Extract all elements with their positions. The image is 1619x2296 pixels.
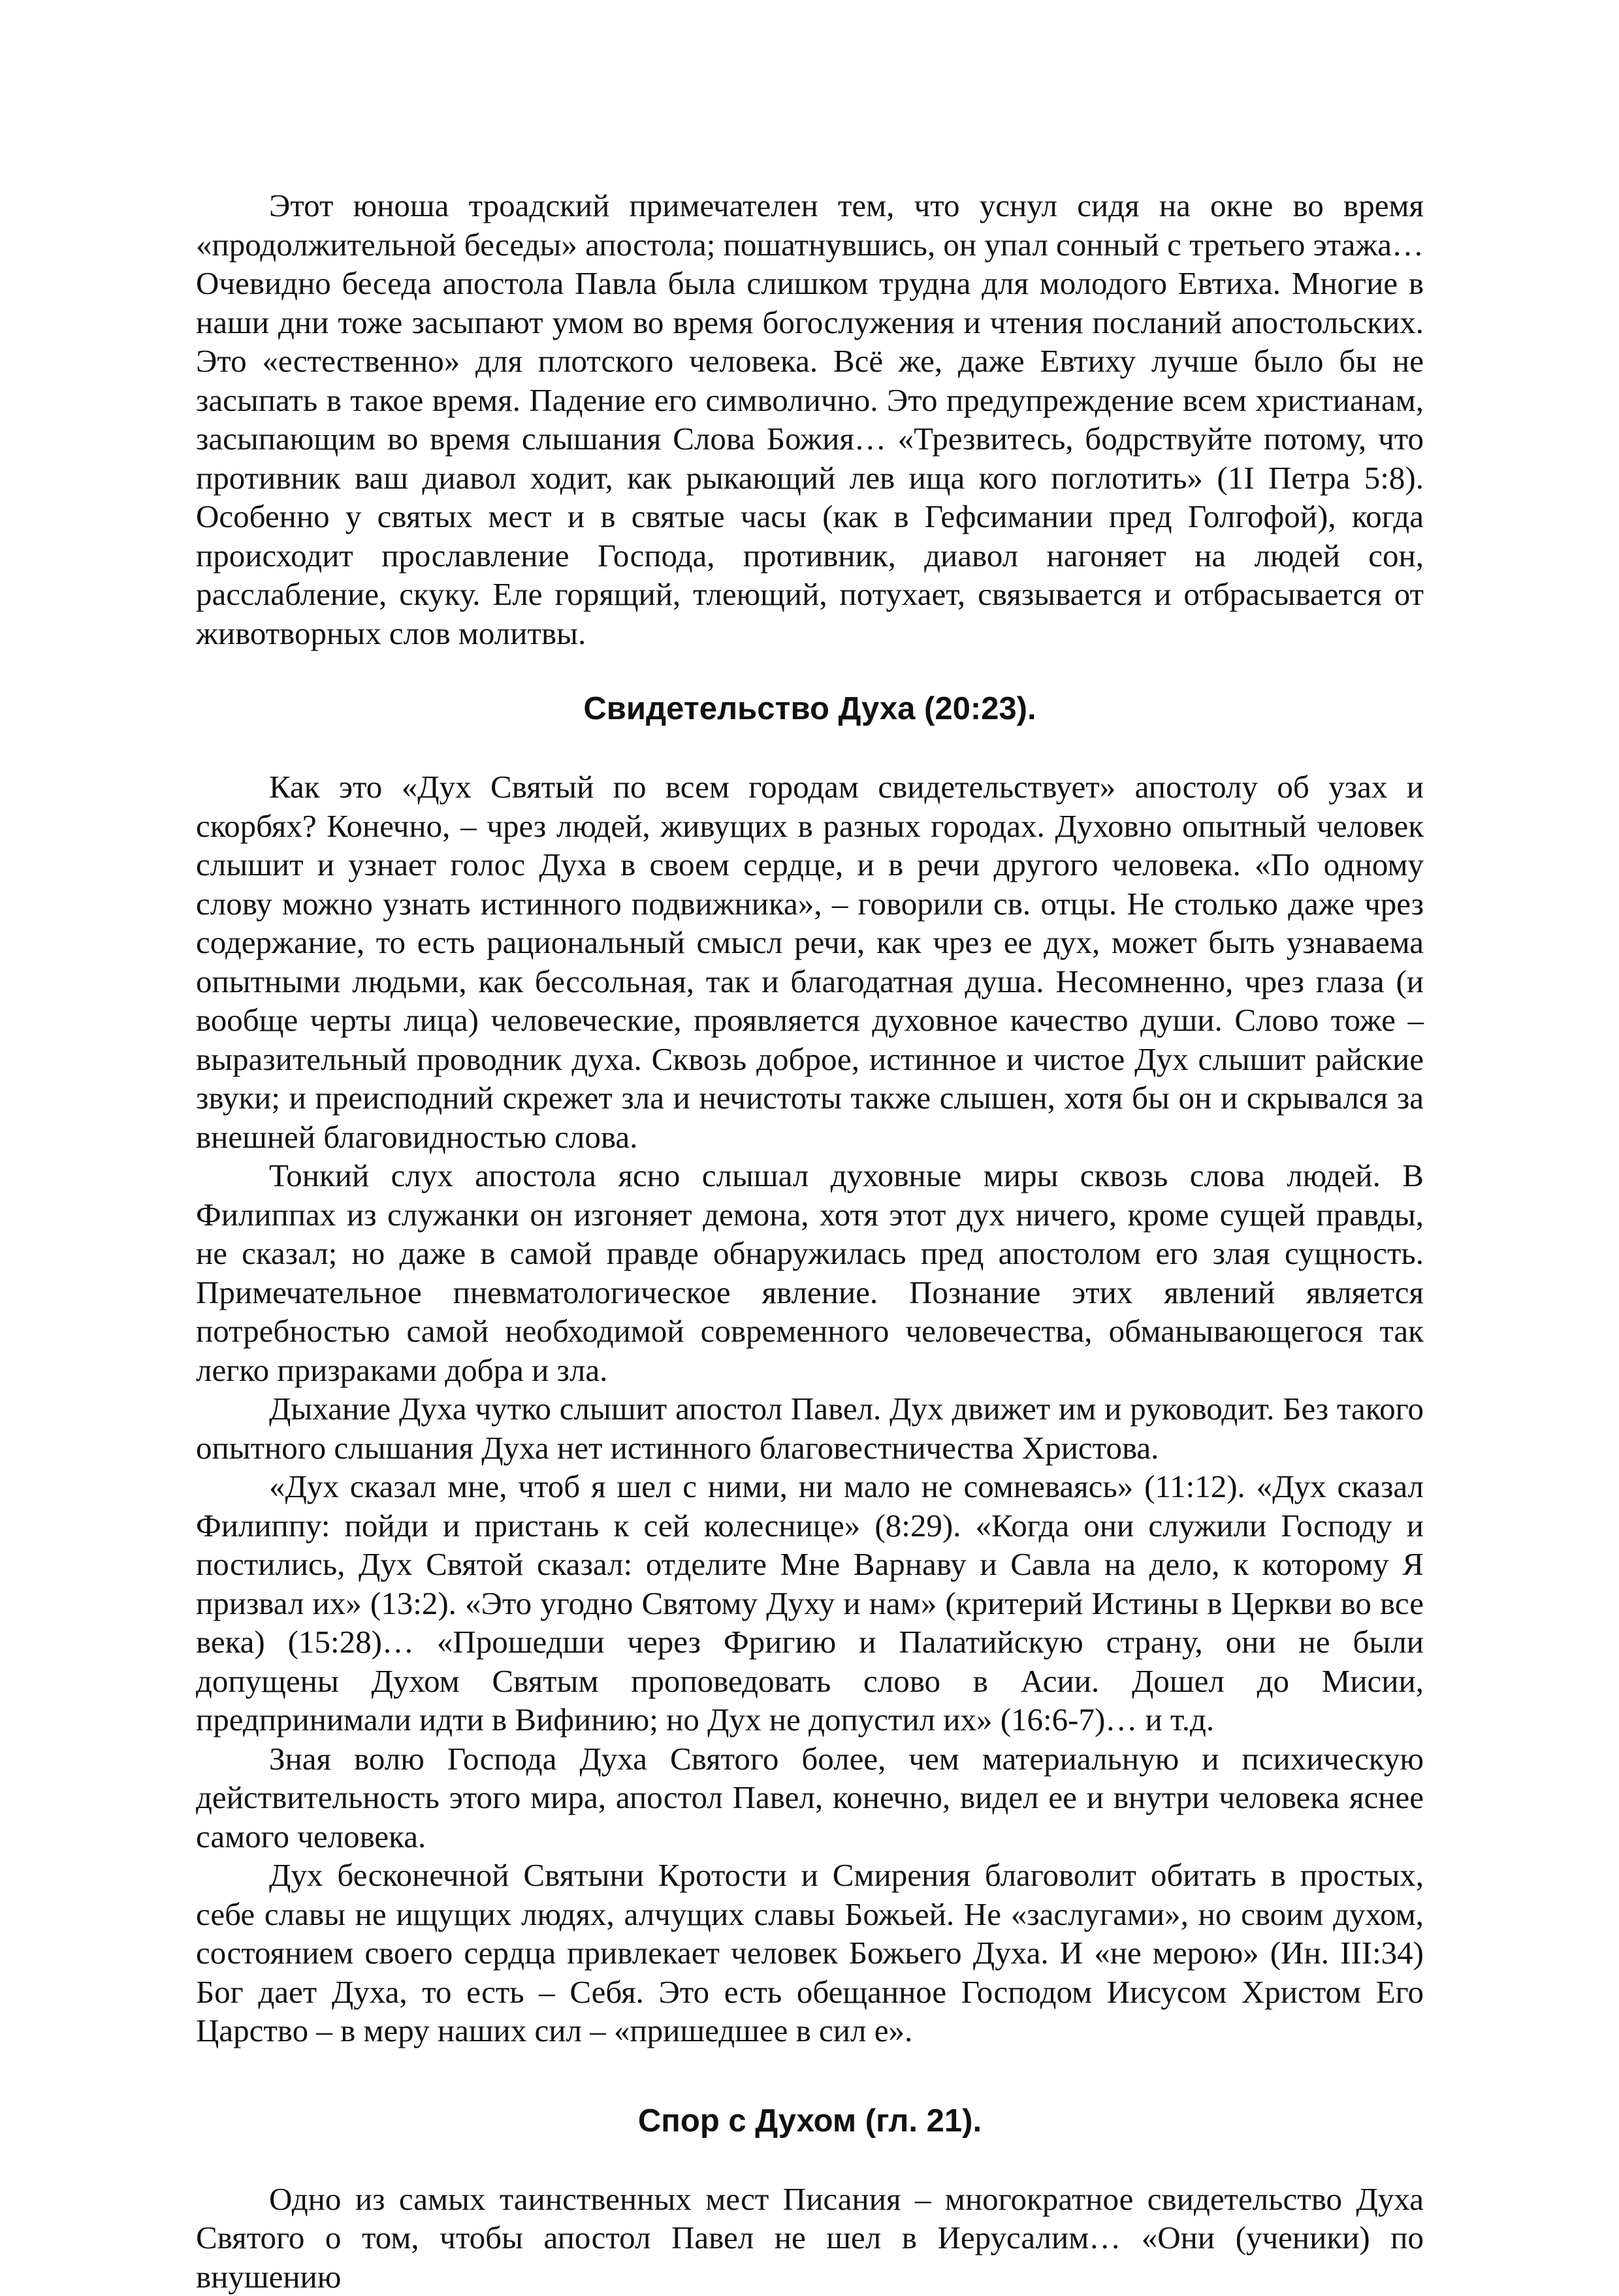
paragraph-subtle-hearing: Тонкий слух апостола ясно слышал духовные миры сквозь слова людей. В Филиппах из служанки он изгоняет демона, хотя этот дух ничего, кроме сущей правды, не сказал; но даже в самой правде обнаружилась пред апостолом его злая сущность. Примечательное пневматологическое явление. Познание этих явлений является потребностью самой необходимой современного человечества, обманывающегося так легко призраками добра и зла. <box>196 1156 1424 1389</box>
paragraph-knowing-will: Зная волю Господа Духа Святого более, чем материальную и психическую действительность этого мира, апостол Павел, конечно, видел ее и внутри человека яснее самого человека. <box>196 1739 1424 1856</box>
section-heading-witness-of-spirit: Свидетельство Духа (20:23). <box>196 689 1424 728</box>
paragraph-eutychus: Этот юноша троадский примечателен тем, что уснул сидя на окне во время «продолжительной беседы» апостола; пошатнувшись, он упал сонный с третьего этажа… Очевидно беседа апостола Павла была слишком трудна для молодого Евтиха. Многие в наши дни тоже засыпают умом во время богослужения и чтения посланий апостольских. Это «естественно» для плотского человека. Всё же, даже Евтиху лучше было бы не засыпать в такое время. Падение его символично. Это предупреждение всем христианам, засыпающим во время слышания Слова Божия… «Трезвитесь, бодрствуйте потому, что противник ваш диавол ходит, как рыкающий лев ища кого поглотить» (1I Петра 5:8). Особенно у святых мест и в святые часы (как в Гефсимании пред Голгофой), когда происходит прославление Господа, противник, диавол нагоняет на людей сон, расслабление, скуку. Еле горящий, тлеющий, потухает, связывается и отбрасывается от животворных слов молитвы. <box>196 186 1424 653</box>
paragraph-breath-of-spirit: Дыхание Духа чутко слышит апостол Павел. Дух движет им и руководит. Без такого опытного слышания Духа нет истинного благовестничества Христова. <box>196 1389 1424 1467</box>
document-page <box>196 186 1424 2296</box>
paragraph-scripture-quotes: «Дух сказал мне, чтоб я шел с ними, ни мало не сомневаясь» (11:12). «Дух сказал Филиппу: пойди и пристань к сей колеснице» (8:29). «Когда они служили Господу и постились, Дух Святой сказал: отделите Мне Варнаву и Савла на дело, к которому Я призвал их» (13:2). «Это угодно Святому Духу и нам» (критерий Истины в Церкви во все века) (15:28)… «Прошедши через Фригию и Палатийскую страну, они не были допущены Духом Святым проповедовать слово в Асии. Дошел до Мисии, предпринимали идти в Вифинию; но Дух не допустил их» (16:6-7)… и т.д. <box>196 1467 1424 1739</box>
paragraph-mysterious-place: Одно из самых таинственных мест Писания – многократное свидетельство Духа Святого о том, чтобы апостол Павел не шел в Иерусалим… «Они (ученики) по внушению <box>196 2180 1424 2296</box>
section-heading-dispute-with-spirit: Спор с Духом (гл. 21). <box>196 2101 1424 2141</box>
paragraph-spirit-testifies: Как это «Дух Святый по всем городам свидетельствует» апостолу об узах и скорбях? Конечно, – чрез людей, живущих в разных городах. Духовно опытный человек слышит и узнает голос Духа в своем сердце, и в речи другого человека. «По одному слову можно узнать истинного подвижника», – говорили св. отцы. Не столько даже чрез содержание, то есть рациональный смысл речи, как чрез ее дух, может быть узнаваема опытными людьми, как бессольная, так и благодатная душа. Несомненно, чрез глаза (и вообще черты лица) человеческие, проявляется духовное качество души. Слово тоже – выразительный проводник духа. Сквозь доброе, истинное и чистое Дух слышит райские звуки; и преисподний скрежет зла и нечистоты также слышен, хотя бы он и скрывался за внешней благовидностью слова. <box>196 768 1424 1156</box>
paragraph-infinite-holiness: Дух бесконечной Святыни Кротости и Смирения благоволит обитать в простых, себе славы не ищущих людях, алчущих славы Божьей. Не «заслугами», но своим духом, состоянием своего сердца привлекает человек Божьего Духа. И «не мерою» (Ин. III:34) Бог дает Духа, то есть – Себя. Это есть обещанное Господом Иисусом Христом Его Царство – в меру наших сил – «пришедшее в сил е». <box>196 1856 1424 2050</box>
